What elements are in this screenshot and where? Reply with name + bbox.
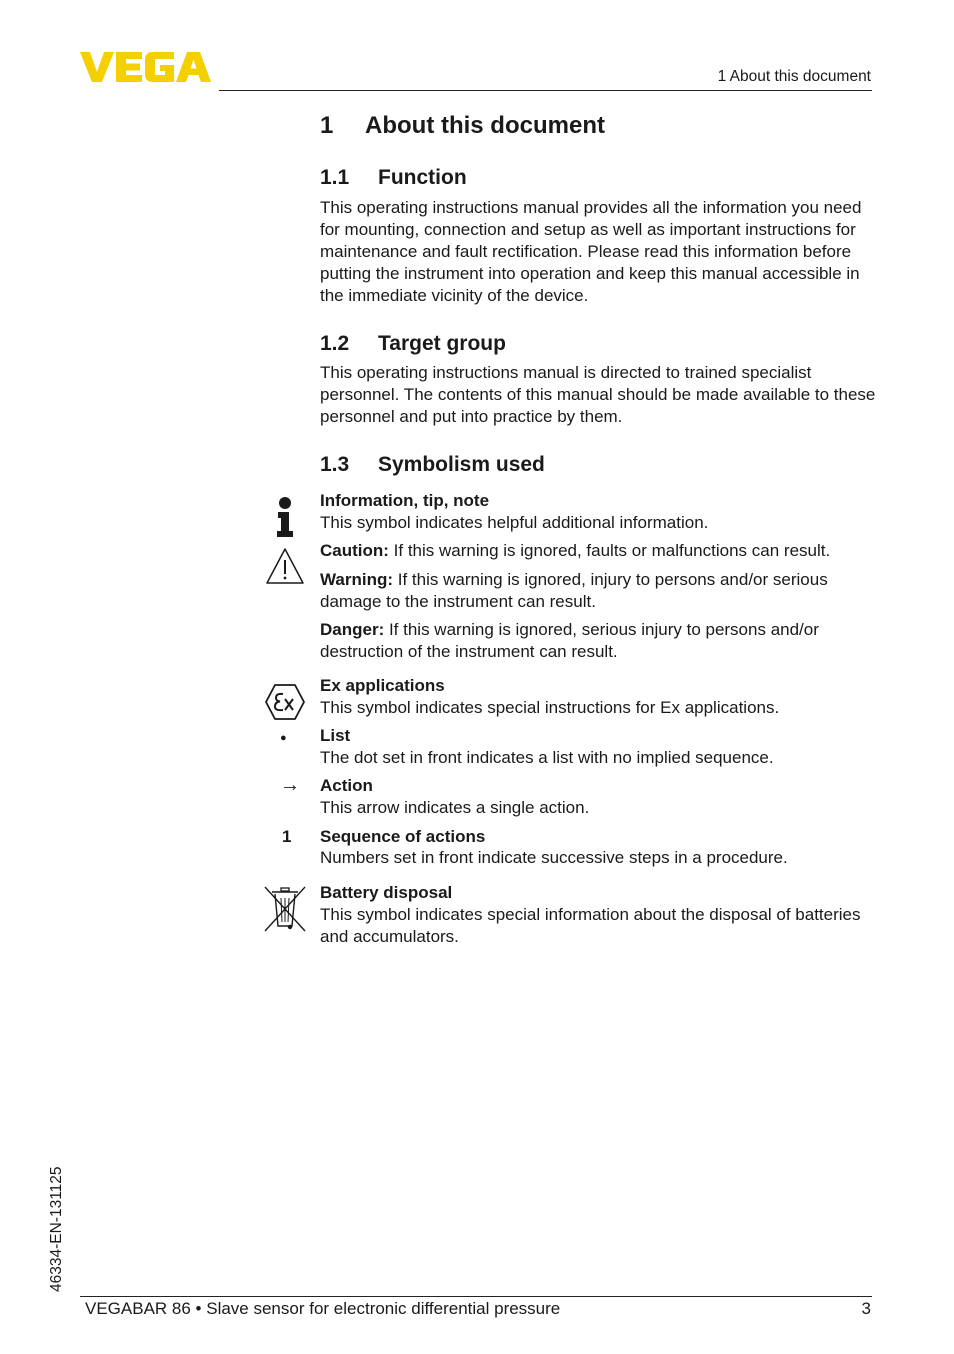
action-title: Action <box>320 776 373 795</box>
header-rule <box>219 90 872 91</box>
vega-logo <box>80 52 212 82</box>
warning-text <box>320 569 876 613</box>
section-heading-symbolism <box>320 453 876 477</box>
sequence-title: Sequence of actions <box>320 827 486 846</box>
chapter-title: About this document <box>365 112 605 139</box>
info-title: Information, tip, note <box>320 491 490 510</box>
section-heading-function <box>320 166 876 190</box>
list-title: List <box>320 726 351 745</box>
warning-description: If this warning is ignored, injury to persons and/or serious damage to the instrument can result. <box>320 570 828 611</box>
danger-text <box>320 619 876 663</box>
section-title: Target group <box>378 332 506 355</box>
ex-text: This symbol indicates special instructions for Ex applications. <box>320 698 780 717</box>
caution-text <box>320 540 876 562</box>
warning-triangle-icon <box>265 547 305 585</box>
chapter-heading <box>320 112 876 140</box>
ex-hexagon-icon <box>264 683 306 721</box>
section-number: 1.1 <box>320 166 350 189</box>
page-number: 3 <box>861 1299 871 1318</box>
document-code: 46334-EN-131125 <box>48 1166 65 1292</box>
section-title: Symbolism used <box>378 453 545 476</box>
section-title: Function <box>378 166 467 189</box>
chapter-number: 1 <box>320 112 334 139</box>
crossed-bin-icon <box>263 885 307 933</box>
battery-text: This symbol indicates special information about the disposal of batteries and accumulators. <box>320 905 861 946</box>
footer-rule <box>80 1296 872 1297</box>
danger-label: Danger: <box>320 620 385 639</box>
section-heading-target-group <box>320 332 876 356</box>
section-number: 1.3 <box>320 453 350 476</box>
action-text: This arrow indicates a single action. <box>320 798 590 817</box>
caution-description: If this warning is ignored, faults or malfunctions can result. <box>388 541 831 560</box>
sequence-text: Numbers set in front indicate successive steps in a procedure. <box>320 848 788 867</box>
section-body-function: This operating instructions manual provides all the information you need for mounting, connection and setup as well as important instructions for maintenance and fault rectification. Please read this information before putting the instrument into operation and keep this manual accessible in the immediate vicinity of the device. <box>320 198 862 305</box>
caution-label: Caution: <box>320 541 389 560</box>
list-bullet-icon: ● <box>280 732 287 744</box>
arrow-right-icon: → <box>280 774 300 796</box>
section-number: 1.2 <box>320 332 350 355</box>
section-body-target-group: This operating instructions manual is directed to trained specialist personnel. The contents of this manual should be made available to these personnel and put into practice by them. <box>320 363 876 426</box>
battery-title: Battery disposal <box>320 883 453 902</box>
running-title: 1 About this document <box>717 68 871 85</box>
list-text: The dot set in front indicates a list with no implied sequence. <box>320 748 774 767</box>
sequence-number-marker: 1 <box>282 827 292 846</box>
info-text: This symbol indicates helpful additional information. <box>320 513 709 532</box>
danger-description: If this warning is ignored, serious injury to persons and/or destruction of the instrument can result. <box>320 620 819 661</box>
footer-product: VEGABAR 86 • Slave sensor for electronic differential pressure <box>85 1299 561 1318</box>
warning-label: Warning: <box>320 570 394 589</box>
info-icon <box>274 497 296 537</box>
ex-title: Ex applications <box>320 676 445 695</box>
